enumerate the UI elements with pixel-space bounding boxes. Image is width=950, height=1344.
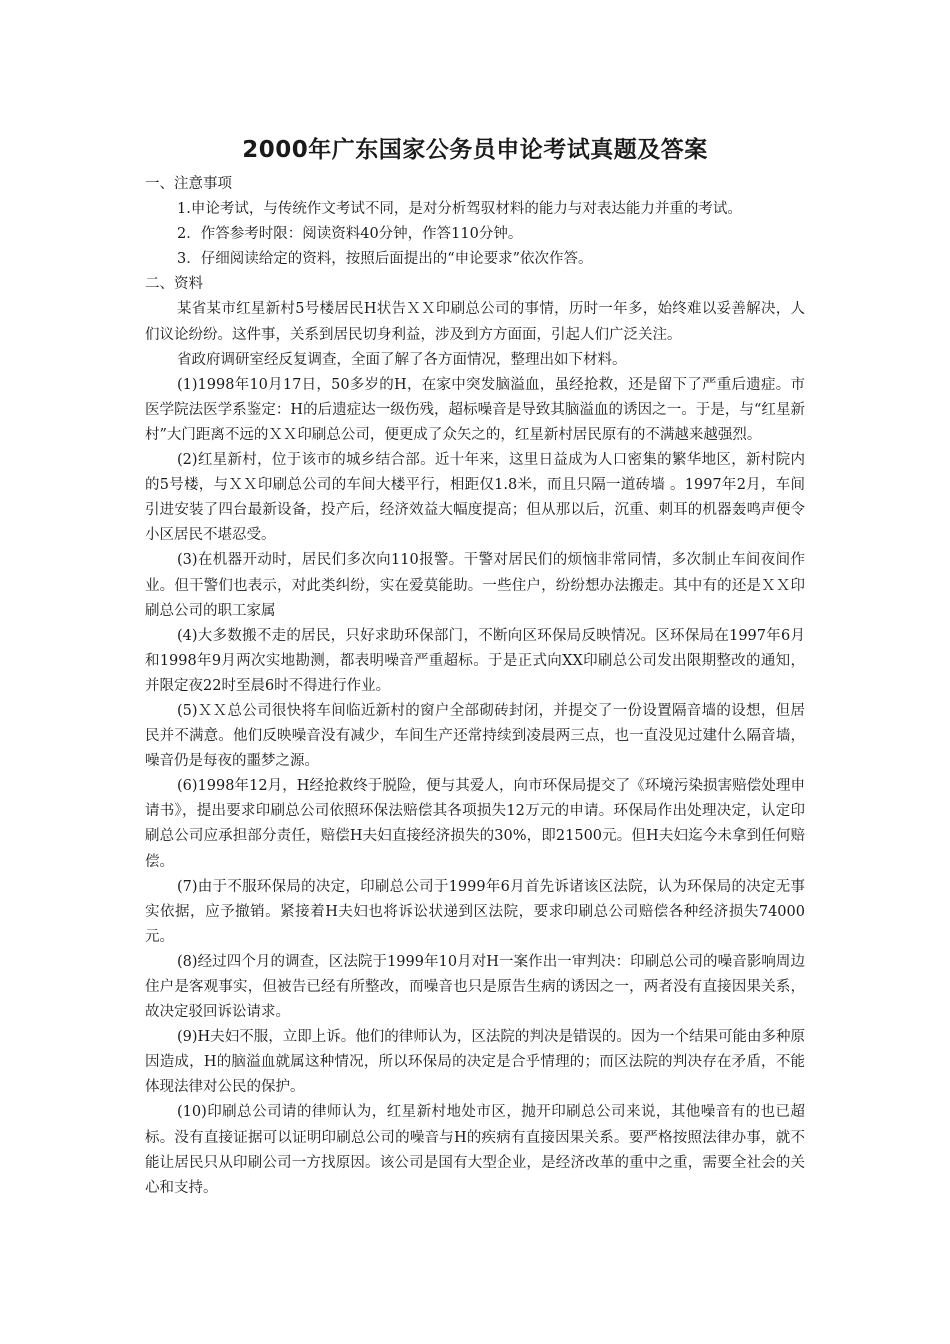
section-heading-notes: 一、注意事项 bbox=[145, 176, 232, 192]
material-intro-paragraph: 某省某市红星新村5号楼居民H状告ＸＸ印刷总公司的事情，历时一年多，始终难以妥善解决，人们议论纷纷。这件事，关系到居民切身利益，涉及到方方面面，引起人们广泛关注。 bbox=[145, 301, 805, 343]
material-paragraph-3: (3)在机器开动时，居民们多次向110报警。干警对居民们的烦恼非常同情，多次制止车间夜间作业。但干警们也表示，对此类纠纷，实在爱莫能助。一些住户，纷纷想办法搬走。其中有的还是ＸＸ印刷总公司的职工家属 bbox=[145, 552, 805, 619]
material-paragraph-2: (2)红星新村，位于该市的城乡结合部。近十年来，这里日益成为人口密集的繁华地区，新村院内的5号楼，与ＸＸ印刷总公司的车间大楼平行，相距仅1.8米，而且只隔一道砖墙 。1997年2月，车间引进安装了四台最新设备，投产后，经济效益大幅度提高；但从那以后，沉重、刺耳的机器轰鸣声便令小区居民不堪忍受。 bbox=[145, 452, 805, 544]
note-item: 2．作答参考时限：阅读资料40分钟，作答110分钟。 bbox=[177, 226, 523, 243]
material-paragraph-6: (6)1998年12月，H经抢救终于脱险，便与其爱人，向市环保局提交了《环境污染损害赔偿处理申请书》，提出要求印刷总公司依照环保法赔偿其各项损失12万元的申请。环保局作出处理决定，认定印刷总公司应承担部分责任，赔偿H夫妇直接经济损失的30%，即21500元。但H夫妇迄今未拿到任何赔偿。 bbox=[145, 778, 805, 870]
material-paragraph-4: (4)大多数搬不走的居民，只好求助环保部门，不断向区环保局反映情况。区环保局在1997年6月和1998年9月两次实地勘测，都表明噪音严重超标。于是正式向XX印刷总公司发出限期整改的通知，并限定夜22时至晨6时不得进行作业。 bbox=[145, 627, 805, 694]
material-paragraph-1: (1)1998年10月17日，50多岁的H，在家中突发脑溢血，虽经抢救，还是留下了严重后遗症。市医学院法医学系鉴定：H的后遗症达一级伤残，超标噪音是导致其脑溢血的诱因之一。于是，与“红星新村”大门距离不远的ＸＸ印刷总公司，便更成了众矢之的，红星新村居民原有的不满越来越强烈。 bbox=[145, 376, 805, 443]
document-body bbox=[145, 172, 805, 1201]
note-item: 3．仔细阅读给定的资料，按照后面提出的“申论要求”依次作答。 bbox=[177, 251, 593, 268]
note-item: 1.申论考试，与传统作文考试不同，是对分析驾驭材料的能力与对表达能力并重的考试。 bbox=[177, 201, 742, 218]
material-paragraph-8: (8)经过四个月的调查，区法院于1999年10月对H一案作出一审判决：印刷总公司的噪音影响周边住户是客观事实，但被告已经有所整改，而噪音也只是原告生病的诱因之一，两者没有直接因果关系，故决定驳回诉讼请求。 bbox=[145, 953, 805, 1021]
document-title: 2000年广东国家公务员申论考试真题及答案 bbox=[242, 137, 708, 163]
section-heading-materials: 二、资料 bbox=[145, 276, 203, 293]
material-intro-paragraph: 省政府调研室经反复调查，全面了解了各方面情况，整理出如下材料。 bbox=[177, 351, 627, 368]
material-paragraph-9: (9)H夫妇不服，立即上诉。他们的律师认为，区法院的判决是错误的。因为一个结果可能由多种原因造成，H的脑溢血就属这种情况，所以环保局的决定是合乎情理的；而区法院的判决存在矛盾，不能体现法律对公民的保护。 bbox=[145, 1029, 805, 1096]
material-paragraph-7: (7)由于不服环保局的决定，印刷总公司于1999年6月首先诉诸该区法院，认为环保局的决定无事实依据，应予撤销。紧接着H夫妇也将诉讼状递到区法院，要求印刷总公司赔偿各种经济损失74000元。 bbox=[145, 878, 805, 945]
material-paragraph-10: (10)印刷总公司请的律师认为，红星新村地处市区，抛开印刷总公司来说，其他噪音有的也已超标。没有直接证据可以证明印刷总公司的噪音与H的疾病有直接因果关系。要严格按照法律办事，就不能让居民只从印刷公司一方找原因。该公司是国有大型企业，是经济改革的重中之重，需要全社会的关心和支持。 bbox=[145, 1104, 805, 1196]
material-paragraph-5: (5)ＸＸ总公司很快将车间临近新村的窗户全部砌砖封闭，并提交了一份设置隔音墙的设想，但居民并不满意。他们反映噪音没有减少，车间生产还常持续到凌晨两三点，也一直没见过建什么隔音墙，噪音仍是每夜的噩梦之源。 bbox=[145, 702, 805, 770]
